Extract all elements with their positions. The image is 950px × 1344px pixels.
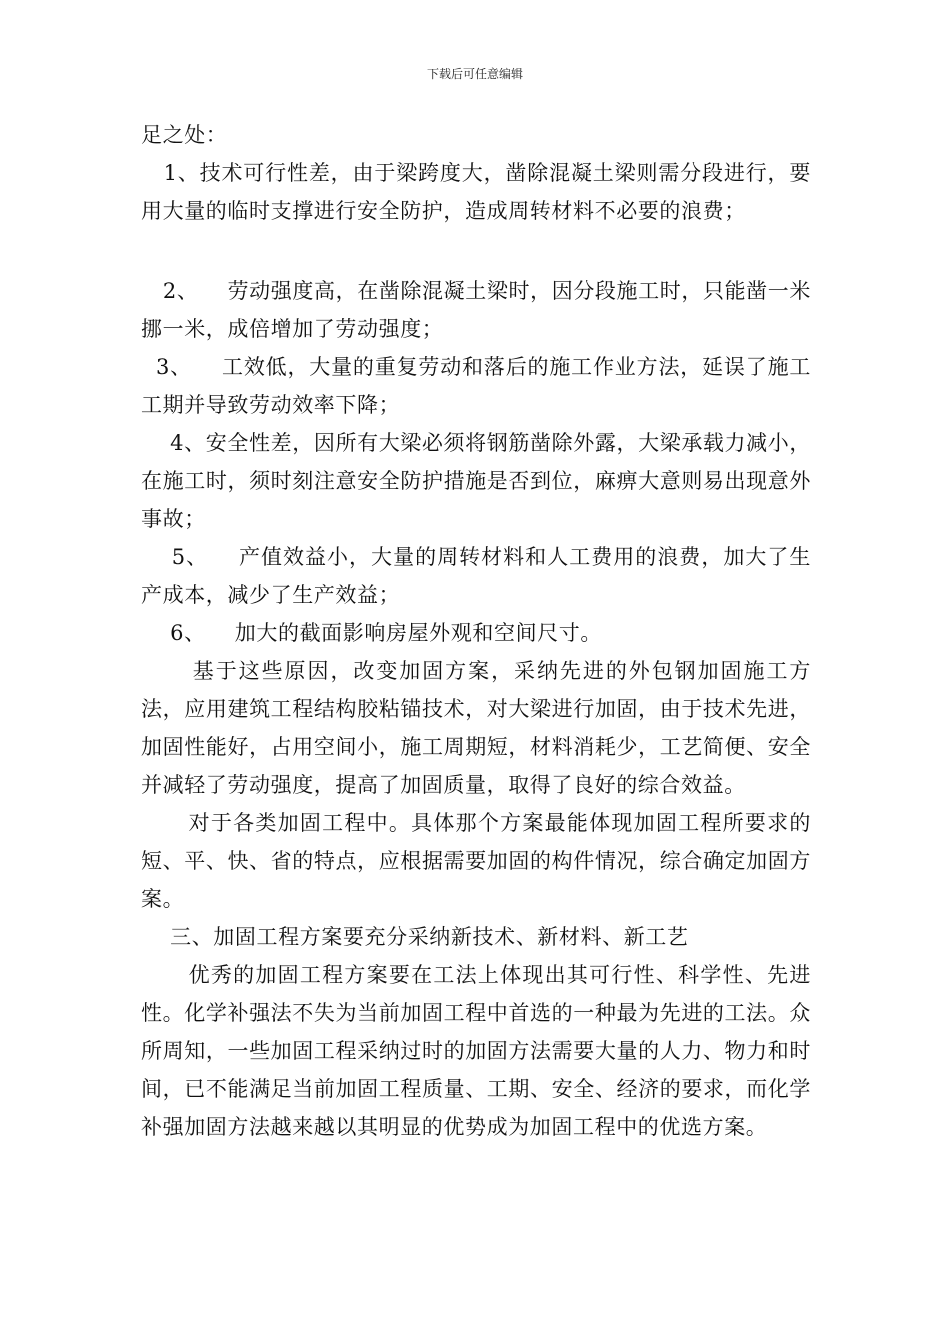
paragraph-selection: 对于各类加固工程中。具体那个方案最能体现加固工程所要求的短、平、快、省的特点，应根据需要加固的构件情况，综合确定加固方案。 xyxy=(141,811,811,911)
blank-line xyxy=(141,230,811,272)
document-body xyxy=(141,116,811,1146)
page-header: 下载后可任意编辑 xyxy=(426,67,523,81)
paragraph-chemical-method: 优秀的加固工程方案要在工法上体现出其可行性、科学性、先进性。化学补强法不失为当前加固工程中首选的一种最为先进的工法。众所周知，一些加固工程采纳过时的加固方法需要大量的人力、物力和时间，已不能满足当前加固工程质量、工期、安全、经济的要求，而化学补强加固方法越来越以其明显的优势成为加固工程中的优选方案。 xyxy=(141,963,811,1139)
section-heading-3: 三、加固工程方案要充分采纳新技术、新材料、新工艺 xyxy=(141,925,689,949)
paragraph-item-6: 6、 加大的截面影响房屋外观和空间尺寸。 xyxy=(141,621,602,645)
paragraph-item-5: 5、 产值效益小，大量的周转材料和人工费用的浪费，加大了生产成本，减少了生产效益； xyxy=(141,545,811,607)
paragraph-item-2: 2、 劳动强度高，在凿除混凝土梁时，因分段施工时，只能凿一米挪一米，成倍增加了劳动强度； xyxy=(141,279,812,341)
paragraph-item-1: 1、技术可行性差，由于梁跨度大，凿除混凝土梁则需分段进行，要用大量的临时支撑进行安全防护，造成周转材料不必要的浪费； xyxy=(141,161,812,223)
paragraph-intro: 足之处： xyxy=(141,123,228,147)
paragraph-item-4: 4、安全性差，因所有大梁必须将钢筋凿除外露，大梁承载力减小，在施工时，须时刻注意安全防护措施是否到位，麻痹大意则易出现意外事故； xyxy=(141,431,811,531)
paragraph-item-3: 3、 工效低，大量的重复劳动和落后的施工作业方法，延误了施工工期并导致劳动效率下降； xyxy=(141,355,811,417)
paragraph-reasons: 基于这些原因，改变加固方案，采纳先进的外包钢加固施工方法，应用建筑工程结构胶粘锚技术，对大梁进行加固，由于技术先进，加固性能好，占用空间小，施工周期短，材料消耗少，工艺简便、安全并减轻了劳动强度，提高了加固质量，取得了良好的综合效益。 xyxy=(141,659,811,797)
